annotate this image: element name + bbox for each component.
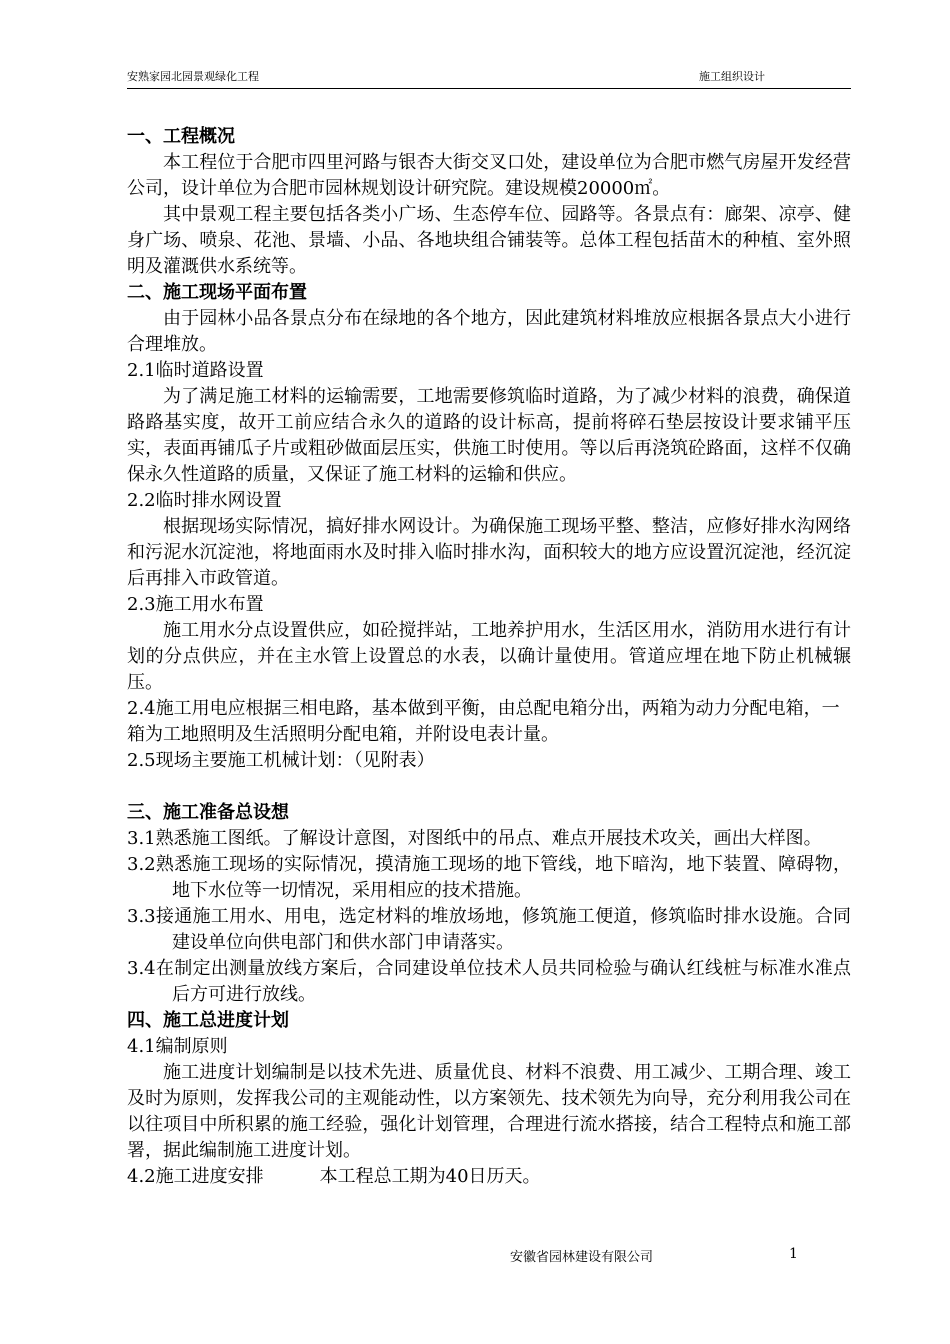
section-3-title: 三、施工准备总设想 <box>127 802 289 823</box>
section-1-title: 一、工程概况 <box>127 126 235 147</box>
header-project-name: 安熟家园北园景观绿化工程 <box>127 70 259 83</box>
footer-company-name: 安徽省园林建设有限公司 <box>510 1250 654 1265</box>
blank-line <box>127 774 851 800</box>
subsection-4-2-title: 4.2施工进度安排 <box>127 1166 264 1187</box>
subsection-2-3-text: 施工用水分点设置供应，如砼搅拌站，工地养护用水，生活区用水，消防用水进行有计划的分点供应，并在主水管上设置总的水表，以确计量使用。管道应埋在地下防止机械辗压。 <box>127 620 851 693</box>
subsection-2-3-title: 2.3施工用水布置 <box>127 594 264 615</box>
subsection-2-2-text: 根据现场实际情况，搞好排水网设计。为确保施工现场平整、整洁，应修好排水沟网络和污泥水沉淀池，将地面雨水及时排入临时排水沟，面积较大的地方应设置沉淀池，经沉淀后再排入市政管道。 <box>127 516 851 589</box>
subsection-4-1-title: 4.1编制原则 <box>127 1036 228 1057</box>
subsection-4-2-line <box>127 1164 851 1190</box>
subsection-3-2-text: 3.2熟悉施工现场的实际情况，摸清施工现场的地下管线，地下暗沟，地下装置、障碍物，地下水位等一切情况，采用相应的技术措施。 <box>127 854 851 901</box>
section-2-paragraph-1: 由于园林小品各景点分布在绿地的各个地方，因此建筑材料堆放应根据各景点大小进行合理堆放。 <box>127 308 851 355</box>
page-footer <box>127 1246 851 1268</box>
subsection-2-1-title: 2.1临时道路设置 <box>127 360 264 381</box>
section-1-paragraph-1: 本工程位于合肥市四里河路与银杏大街交叉口处，建设单位为合肥市燃气房屋开发经营公司，设计单位为合肥市园林规划设计研究院。建设规模20000㎡。 <box>127 152 851 199</box>
section-1-paragraph-2: 其中景观工程主要包括各类小广场、生态停车位、园路等。各景点有：廊架、凉亭、健身广场、喷泉、花池、景墙、小品、各地块组合铺装等。总体工程包括苗木的种植、室外照明及灌溉供水系统等。 <box>127 204 851 277</box>
section-4-title: 四、施工总进度计划 <box>127 1010 289 1031</box>
subsection-4-2-text: 本工程总工期为40日历天。 <box>319 1166 541 1187</box>
subsection-2-2-title: 2.2临时排水网设置 <box>127 490 282 511</box>
subsection-3-4-text: 3.4在制定出测量放线方案后，合同建设单位技术人员共同检验与确认红线桩与标准水准点后方可进行放线。 <box>127 958 851 1005</box>
subsection-3-3-text: 3.3接通施工用水、用电，选定材料的堆放场地，修筑施工便道，修筑临时排水设施。合同建设单位向供电部门和供水部门申请落实。 <box>127 906 851 953</box>
subsection-2-4-text: 2.4施工用电应根据三相电路，基本做到平衡，由总配电箱分出，两箱为动力分配电箱，一箱为工地照明及生活照明分配电箱，并附设电表计量。 <box>127 698 840 745</box>
subsection-2-5-text: 2.5现场主要施工机械计划：（见附表） <box>127 750 435 771</box>
page-number: 1 <box>789 1246 798 1262</box>
subsection-4-1-text: 施工进度计划编制是以技术先进、质量优良、材料不浪费、用工减少、工期合理、竣工及时为原则，发挥我公司的主观能动性，以方案领先、技术领先为向导，充分利用我公司在以往项目中所积累的施工经验，强化计划管理，合理进行流水搭接，结合工程特点和施工部署，据此编制施工进度计划。 <box>127 1062 851 1161</box>
document-body <box>127 124 851 1190</box>
section-2-title: 二、施工现场平面布置 <box>127 282 307 303</box>
page-header <box>127 62 851 89</box>
header-doc-type: 施工组织设计 <box>699 70 765 83</box>
subsection-2-1-text: 为了满足施工材料的运输需要，工地需要修筑临时道路，为了减少材料的浪费，确保道路路基实度，故开工前应结合永久的道路的设计标高，提前将碎石垫层按设计要求铺平压实，表面再铺瓜子片或粗砂做面层压实，供施工时使用。等以后再浇筑砼路面，这样不仅确保永久性道路的质量，又保证了施工材料的运输和供应。 <box>127 386 851 485</box>
subsection-3-1-text: 3.1熟悉施工图纸。了解设计意图，对图纸中的吊点、难点开展技术攻关，画出大样图。 <box>127 828 822 849</box>
